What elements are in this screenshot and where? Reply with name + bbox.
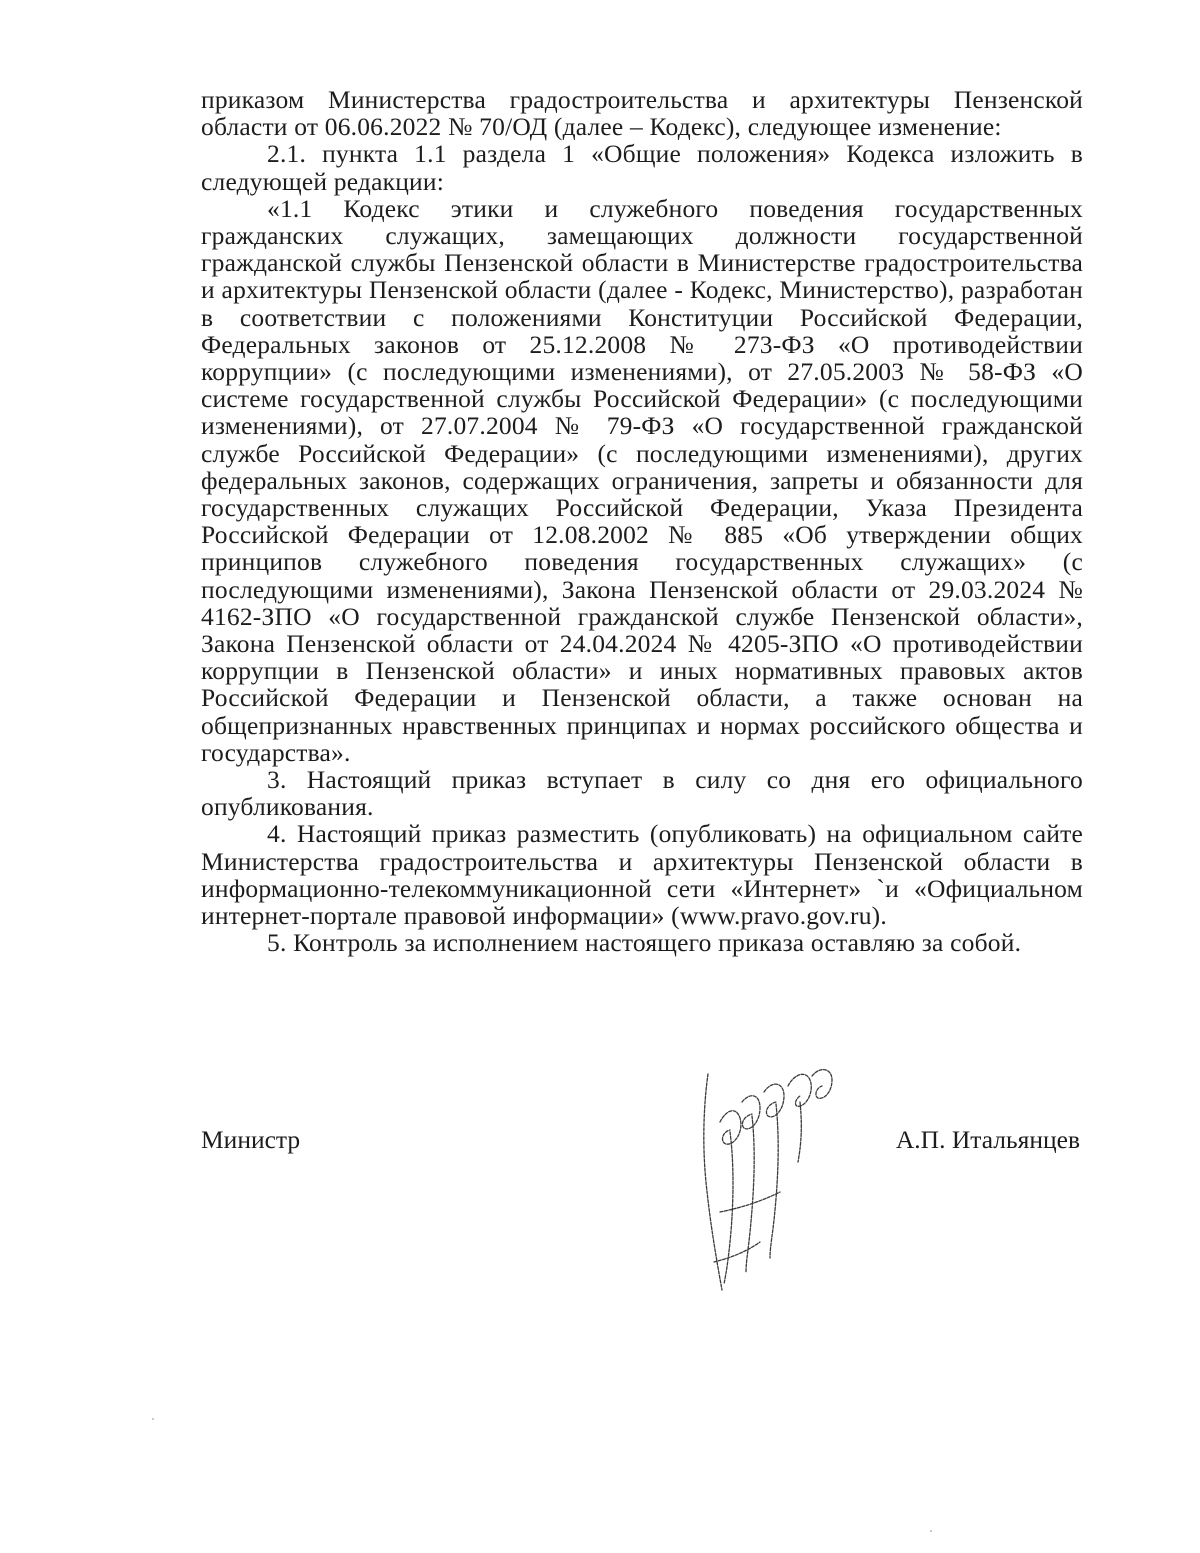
paragraph-3: 3. Настоящий приказ вступает в силу со дня его официального опубликования. (201, 765, 1083, 822)
scan-speck (152, 1418, 154, 1420)
signatory-name: А.П. Итальянцев (895, 1125, 1080, 1154)
scan-speck (930, 1530, 932, 1532)
paragraph-codex-1-1: «1.1 Кодекс этики и служебного поведения государственных гражданских служащих, замещающих должности государственной гражданской службы Пензенской области в Министерстве градостроительства и архитектуры Пензенской области (далее - Кодекс, Министерство), разработан в соответствии с положениями Конституции Российской Федерации, Федеральных законов от 25.12.2008 № 273-ФЗ «О противодействии коррупции» (с последующими изменениями), от 27.05.2003 № 58-ФЗ «О системе государственной службы Российской Федерации» (с последующими изменениями), от 27.07.2004 № 79-ФЗ «О государственной гражданской службе Российской Федерации» (с последующими изменениями), других федеральных законов, содержащих ограничения, запреты и обязанности для государственных служащих Российской Федерации, Указа Президента Российской Федерации от 12.08.2002 № 885 «Об утверждении общих принципов служебного поведения государственных служащих» (с последующими изменениями), Закона Пензенской области от 29.03.2024 № 4162-ЗПО «О государственной гражданской службе Пензенской области», Закона Пензенской области от 24.04.2024 № 4205-ЗПО «О противодействии коррупции в Пензенской области» и иных нормативных правовых актов Российской Федерации и Пензенской области, а также основан на общепризнанных нравственных принципах и нормах российского общества и государства». (201, 193, 1083, 767)
paragraph-5: 5. Контроль за исполнением настоящего приказа оставляю за собой. (267, 928, 1022, 958)
paragraph-2-1: 2.1. пункта 1.1 раздела 1 «Общие положения» Кодекса изложить в следующей редакции: (201, 139, 1083, 196)
signatory-title: Министр (201, 1125, 301, 1154)
handwritten-signature (690, 1062, 850, 1302)
document-body (201, 86, 1083, 957)
paragraph-4: 4. Настоящий приказ разместить (опубликовать) на официальном сайте Министерства градостроительства и архитектуры Пензенской области в информационно-телекоммуникационной сети «Интернет» `и «Официальном интернет-портале правовой информации» (www.pravo.gov.ru). (201, 819, 1083, 931)
signature-block (201, 1125, 1083, 1165)
paragraph-continuation: приказом Министерства градостроительства и архитектуры Пензенской области от 06.06.2022 № 70/ОД (далее – Кодекс), следующее изменение: (201, 85, 1083, 142)
